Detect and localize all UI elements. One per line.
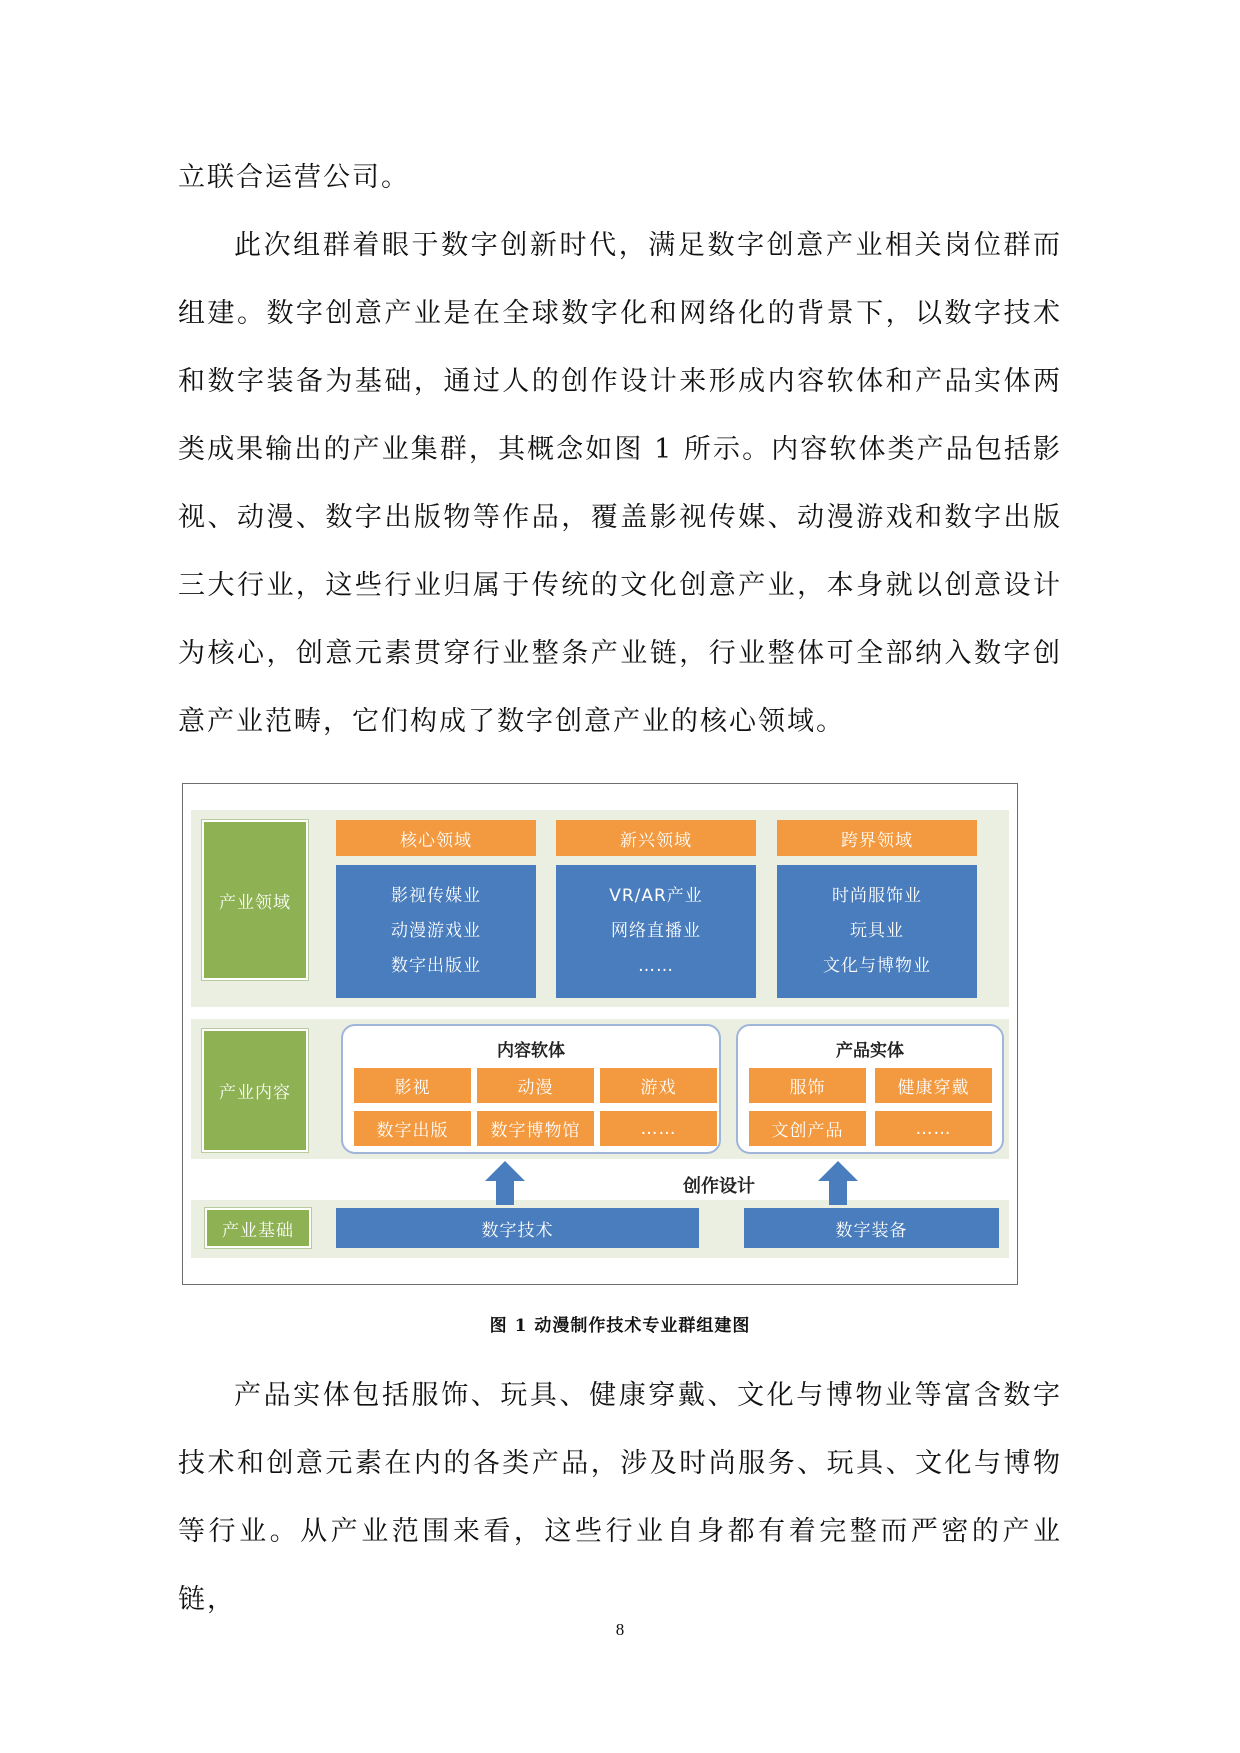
paragraph-digital-creative-industry: 此次组群着眼于数字创新时代，满足数字创意产业相关岗位群而组建。数字创意产业是在全球数字化和网络化的背景下，以数字技术和数字装备为基础，通过人的创作设计来形成内容软体和产品实体两类成果输出的产业集群，其概念如图 1 所示。内容软体类产品包括影视、动漫、数字出版物等作品，覆盖影视传媒、动漫游戏和数字出版三大行业，这些行业归属于传统的文化创意产业，本身就以创意设计为核心，创意元素贯穿行业整条产业链，行业整体可全部纳入数字创意产业范畴，它们构成了数字创意产业的核心领域。	[178, 230, 1062, 737]
foundation-digital-equipment: 数字装备	[744, 1208, 999, 1248]
product-item: 健康穿戴	[875, 1068, 992, 1103]
domain-header-crossover: 跨界领域	[777, 820, 977, 856]
paragraph-continuation: 立联合运营公司。	[178, 162, 410, 193]
domain-item: 文化与博物业	[823, 956, 931, 976]
figure-industry-concept-diagram	[182, 783, 1018, 1285]
row-label-industry-content: 产业内容	[202, 1029, 308, 1152]
domain-item: 动漫游戏业	[391, 921, 481, 941]
content-item: 动漫	[477, 1068, 594, 1103]
product-entity-panel	[736, 1024, 1004, 1154]
product-entity-title: 产品实体	[836, 1041, 904, 1061]
product-item: ……	[875, 1111, 992, 1146]
domain-header-emerging: 新兴领域	[556, 820, 756, 856]
product-item: 文创产品	[749, 1111, 866, 1146]
domain-item: ……	[638, 956, 674, 976]
content-item: 数字出版	[354, 1111, 471, 1146]
domain-item: 数字出版业	[391, 956, 481, 976]
content-item: ……	[600, 1111, 717, 1146]
domain-item: 时尚服饰业	[832, 886, 922, 906]
domain-items-core	[336, 865, 536, 998]
up-arrow-icon	[816, 1159, 860, 1207]
figure-caption: 图 1 动漫制作技术专业群组建图	[489, 1316, 751, 1336]
domain-item: 玩具业	[850, 921, 904, 941]
product-item: 服饰	[749, 1068, 866, 1103]
foundation-digital-technology: 数字技术	[336, 1208, 699, 1248]
content-item: 数字博物馆	[477, 1111, 594, 1146]
content-software-panel	[341, 1024, 721, 1154]
paragraph-product-entity: 产品实体包括服饰、玩具、健康穿戴、文化与博物业等富含数字技术和创意元素在内的各类产品，涉及时尚服务、玩具、文化与博物等行业。从产业范围来看，这些行业自身都有着完整而严密的产业链，	[178, 1380, 1062, 1615]
page-number: 8	[615, 1620, 625, 1639]
domain-items-crossover	[777, 865, 977, 998]
up-arrow-icon	[483, 1159, 527, 1207]
creative-design-label: 创作设计	[683, 1176, 755, 1197]
domain-item: 网络直播业	[611, 921, 701, 941]
content-software-title: 内容软体	[497, 1041, 565, 1061]
domain-item: 影视传媒业	[391, 886, 481, 906]
domain-item: VR/AR产业	[609, 886, 703, 906]
domain-items-emerging	[556, 865, 756, 998]
row-label-industry-domain: 产业领域	[202, 820, 308, 980]
row-label-industry-foundation: 产业基础	[205, 1208, 311, 1248]
content-item: 影视	[354, 1068, 471, 1103]
domain-header-core: 核心领域	[336, 820, 536, 856]
content-item: 游戏	[600, 1068, 717, 1103]
